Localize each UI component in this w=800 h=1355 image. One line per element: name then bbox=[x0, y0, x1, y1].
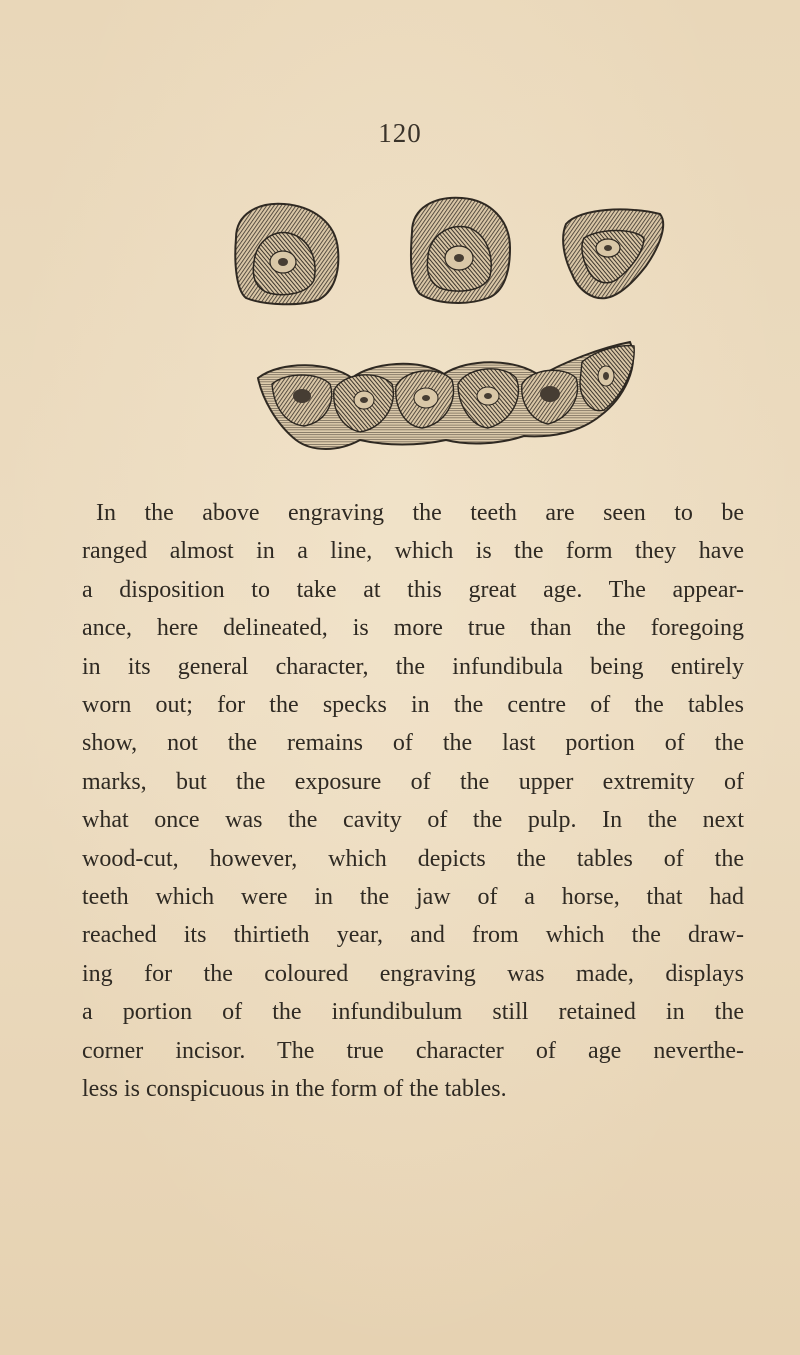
text-line: ance, here delineated, is more true than the foregoing bbox=[82, 615, 744, 642]
text-line: what once was the cavity of the pulp. In the next bbox=[82, 807, 744, 834]
lower-tooth-2 bbox=[334, 375, 394, 432]
upper-tooth-2 bbox=[411, 198, 510, 303]
lower-tooth-3 bbox=[396, 371, 454, 428]
upper-tooth-1 bbox=[235, 204, 338, 304]
lower-tooth-4 bbox=[458, 369, 518, 428]
text-line: corner incisor. The true character of age neverthe- bbox=[82, 1037, 744, 1064]
text-line: show, not the remains of the last portion of the bbox=[82, 730, 744, 757]
text-line: in its general character, the infundibula being entirely bbox=[82, 653, 744, 680]
text-line: wood-cut, however, which depicts the tables of the bbox=[82, 845, 744, 872]
text-line: a disposition to take at this great age. The appear- bbox=[82, 576, 744, 603]
lower-tooth-6 bbox=[580, 346, 634, 411]
lower-tooth-1 bbox=[272, 375, 332, 426]
text-line: less is conspicuous in the form of the tables. bbox=[82, 1076, 507, 1103]
text-line: ranged almost in a line, which is the form they have bbox=[82, 538, 744, 565]
page-number: 120 bbox=[378, 118, 422, 148]
text-line: a portion of the infundibulum still retained in the bbox=[82, 999, 744, 1026]
upper-tooth-3 bbox=[563, 209, 663, 298]
lower-teeth-row bbox=[258, 342, 634, 449]
text-line: In the above engraving the teeth are seen to be bbox=[96, 500, 744, 526]
text-line: marks, but the exposure of the upper extremity of bbox=[82, 768, 744, 795]
body-paragraph bbox=[82, 494, 744, 1109]
text-line: teeth which were in the jaw of a horse, that had bbox=[82, 884, 744, 911]
text-line: reached its thirtieth year, and from which the draw- bbox=[82, 922, 744, 949]
lower-tooth-5 bbox=[522, 370, 578, 424]
text-line: worn out; for the specks in the centre of the tables bbox=[82, 692, 744, 719]
text-line: ing for the coloured engraving was made, displays bbox=[82, 960, 744, 987]
